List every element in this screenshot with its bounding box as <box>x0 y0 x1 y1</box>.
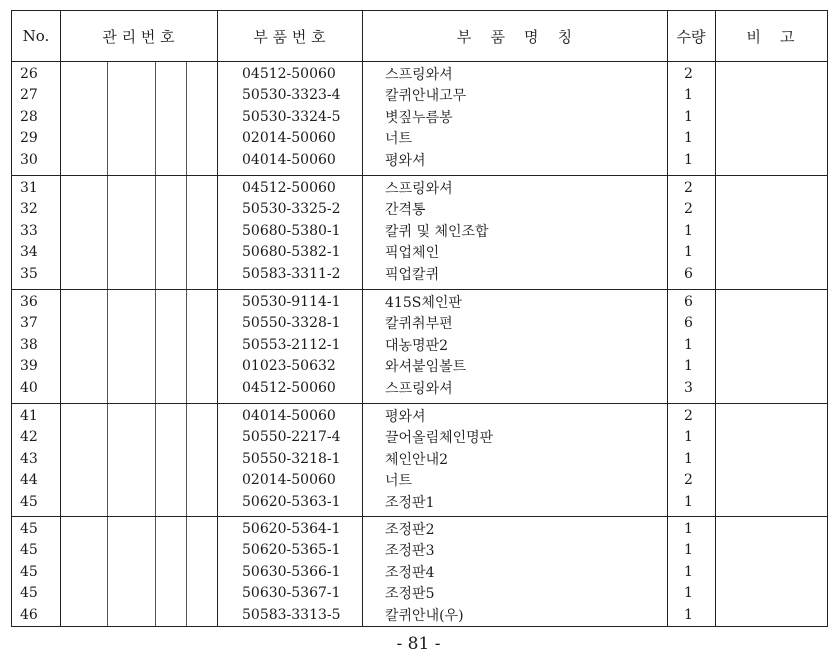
row-part-no: 50550-3218-1 <box>242 450 341 467</box>
row-part-no: 50530-3325-2 <box>242 201 341 218</box>
row-part-name: 조정판2 <box>385 521 435 538</box>
row-part-name: 415S체인판 <box>385 294 462 311</box>
row-qty: 1 <box>684 108 693 125</box>
table-row <box>12 177 826 199</box>
row-part-name: 칼퀴 및 체인조합 <box>385 223 489 240</box>
row-qty: 1 <box>684 358 693 375</box>
row-no: 36 <box>20 293 38 310</box>
table-row <box>12 540 826 562</box>
table-row <box>12 149 826 171</box>
header-part-name: 부 품 명 칭 <box>456 27 573 46</box>
table-row <box>12 583 826 605</box>
table-row <box>12 491 826 513</box>
row-no: 37 <box>20 315 38 332</box>
row-qty: 1 <box>684 585 693 602</box>
row-part-name: 평와셔 <box>385 152 426 169</box>
group-divider <box>12 403 827 404</box>
header-management-no: 관 리 번 호 <box>102 27 175 46</box>
header-part-no: 부 품 번 호 <box>253 27 326 46</box>
table-row <box>12 313 826 335</box>
table-row <box>12 128 826 150</box>
row-part-name: 볏짚누름봉 <box>385 109 453 126</box>
row-no: 31 <box>20 179 38 196</box>
row-part-no: 04512-50060 <box>242 379 336 396</box>
row-part-name: 픽업칼퀴 <box>385 266 440 283</box>
row-qty: 1 <box>684 493 693 510</box>
row-qty: 1 <box>684 244 693 261</box>
row-part-no: 50630-5366-1 <box>242 563 341 580</box>
row-part-no: 50530-9114-1 <box>242 293 341 310</box>
row-qty: 1 <box>684 606 693 623</box>
row-no: 45 <box>20 542 38 559</box>
row-part-name: 체인안내2 <box>385 451 449 468</box>
row-part-name: 대농명판2 <box>385 337 449 354</box>
row-part-name: 스프링와셔 <box>385 380 453 397</box>
table-row <box>12 377 826 399</box>
row-qty: 1 <box>684 336 693 353</box>
row-part-no: 50620-5363-1 <box>242 493 341 510</box>
row-qty: 1 <box>684 130 693 147</box>
row-qty: 1 <box>684 429 693 446</box>
row-qty: 6 <box>684 293 693 310</box>
table-row <box>12 85 826 107</box>
table-row <box>12 604 826 626</box>
row-no: 26 <box>20 65 38 82</box>
row-no: 32 <box>20 201 38 218</box>
row-part-no: 50550-2217-4 <box>242 429 341 446</box>
row-no: 30 <box>20 151 38 168</box>
header-no: No. <box>22 27 50 45</box>
row-qty: 1 <box>684 542 693 559</box>
row-qty: 2 <box>684 65 693 82</box>
table-row <box>12 63 826 85</box>
row-qty: 2 <box>684 407 693 424</box>
row-part-no: 50630-5367-1 <box>242 585 341 602</box>
row-qty: 1 <box>684 563 693 580</box>
row-part-name: 조정판1 <box>385 494 435 511</box>
row-part-no: 50550-3328-1 <box>242 315 341 332</box>
row-part-name: 너트 <box>385 473 413 490</box>
row-part-name: 와셔붙임볼트 <box>385 359 467 376</box>
row-part-name: 조정판3 <box>385 543 435 560</box>
table-row <box>12 356 826 378</box>
row-part-name: 칼퀴취부편 <box>385 316 453 333</box>
row-part-name: 조정판4 <box>385 564 435 581</box>
row-part-name: 조정판5 <box>385 586 435 603</box>
row-no: 27 <box>20 87 38 104</box>
row-qty: 2 <box>684 179 693 196</box>
row-qty: 3 <box>684 379 693 396</box>
row-qty: 1 <box>684 151 693 168</box>
row-no: 46 <box>20 606 38 623</box>
row-no: 33 <box>20 222 38 239</box>
table-row <box>12 334 826 356</box>
header-remark: 비 고 <box>746 27 795 46</box>
row-no: 38 <box>20 336 38 353</box>
parts-table <box>11 10 828 627</box>
row-no: 44 <box>20 472 38 489</box>
row-no: 42 <box>20 429 38 446</box>
row-qty: 1 <box>684 520 693 537</box>
header-quantity: 수량 <box>676 27 706 46</box>
row-part-no: 50583-3311-2 <box>242 265 341 282</box>
row-part-name: 스프링와셔 <box>385 66 453 83</box>
row-part-name: 끌어올림체인명판 <box>385 430 494 447</box>
row-part-name: 스프링와셔 <box>385 180 453 197</box>
row-qty: 2 <box>684 472 693 489</box>
row-part-no: 50620-5364-1 <box>242 520 341 537</box>
row-no: 40 <box>20 379 38 396</box>
table-row <box>12 405 826 427</box>
row-part-no: 50553-2112-1 <box>242 336 341 353</box>
row-part-name: 칼퀴안내(우) <box>385 607 464 624</box>
row-no: 45 <box>20 563 38 580</box>
row-part-name: 칼퀴안내고무 <box>385 88 467 105</box>
row-qty: 6 <box>684 265 693 282</box>
row-qty: 6 <box>684 315 693 332</box>
table-row <box>12 561 826 583</box>
row-no: 43 <box>20 450 38 467</box>
row-part-no: 50583-3313-5 <box>242 606 341 623</box>
row-part-name: 평와셔 <box>385 408 426 425</box>
table-row <box>12 448 826 470</box>
row-no: 45 <box>20 520 38 537</box>
row-part-name: 픽업체인 <box>385 245 440 262</box>
row-part-no: 50680-5380-1 <box>242 222 341 239</box>
group-divider <box>12 516 827 517</box>
table-row <box>12 242 826 264</box>
row-part-no: 04014-50060 <box>242 151 336 168</box>
row-part-no: 50530-3323-4 <box>242 87 341 104</box>
row-qty: 1 <box>684 450 693 467</box>
table-row <box>12 199 826 221</box>
row-part-no: 50620-5365-1 <box>242 542 341 559</box>
row-qty: 1 <box>684 222 693 239</box>
table-row <box>12 518 826 540</box>
row-no: 29 <box>20 130 38 147</box>
row-part-no: 04512-50060 <box>242 179 336 196</box>
row-no: 39 <box>20 358 38 375</box>
group-divider <box>12 289 827 290</box>
page-number: - 81 - <box>396 634 441 654</box>
row-no: 45 <box>20 493 38 510</box>
table-row <box>12 291 826 313</box>
table-row <box>12 106 826 128</box>
row-no: 28 <box>20 108 38 125</box>
row-qty: 1 <box>684 87 693 104</box>
row-part-name: 너트 <box>385 131 413 148</box>
header-divider <box>12 61 827 62</box>
row-part-name: 간격통 <box>385 202 426 219</box>
row-no: 41 <box>20 407 38 424</box>
table-row <box>12 220 826 242</box>
table-row <box>12 470 826 492</box>
row-part-no: 04014-50060 <box>242 407 336 424</box>
row-no: 34 <box>20 244 38 261</box>
table-row <box>12 263 826 285</box>
row-part-no: 50530-3324-5 <box>242 108 341 125</box>
row-part-no: 01023-50632 <box>242 358 336 375</box>
row-no: 45 <box>20 585 38 602</box>
row-part-no: 02014-50060 <box>242 130 336 147</box>
row-part-no: 02014-50060 <box>242 472 336 489</box>
row-no: 35 <box>20 265 38 282</box>
row-part-no: 50680-5382-1 <box>242 244 341 261</box>
group-divider <box>12 175 827 176</box>
table-row <box>12 427 826 449</box>
row-part-no: 04512-50060 <box>242 65 336 82</box>
row-qty: 2 <box>684 201 693 218</box>
